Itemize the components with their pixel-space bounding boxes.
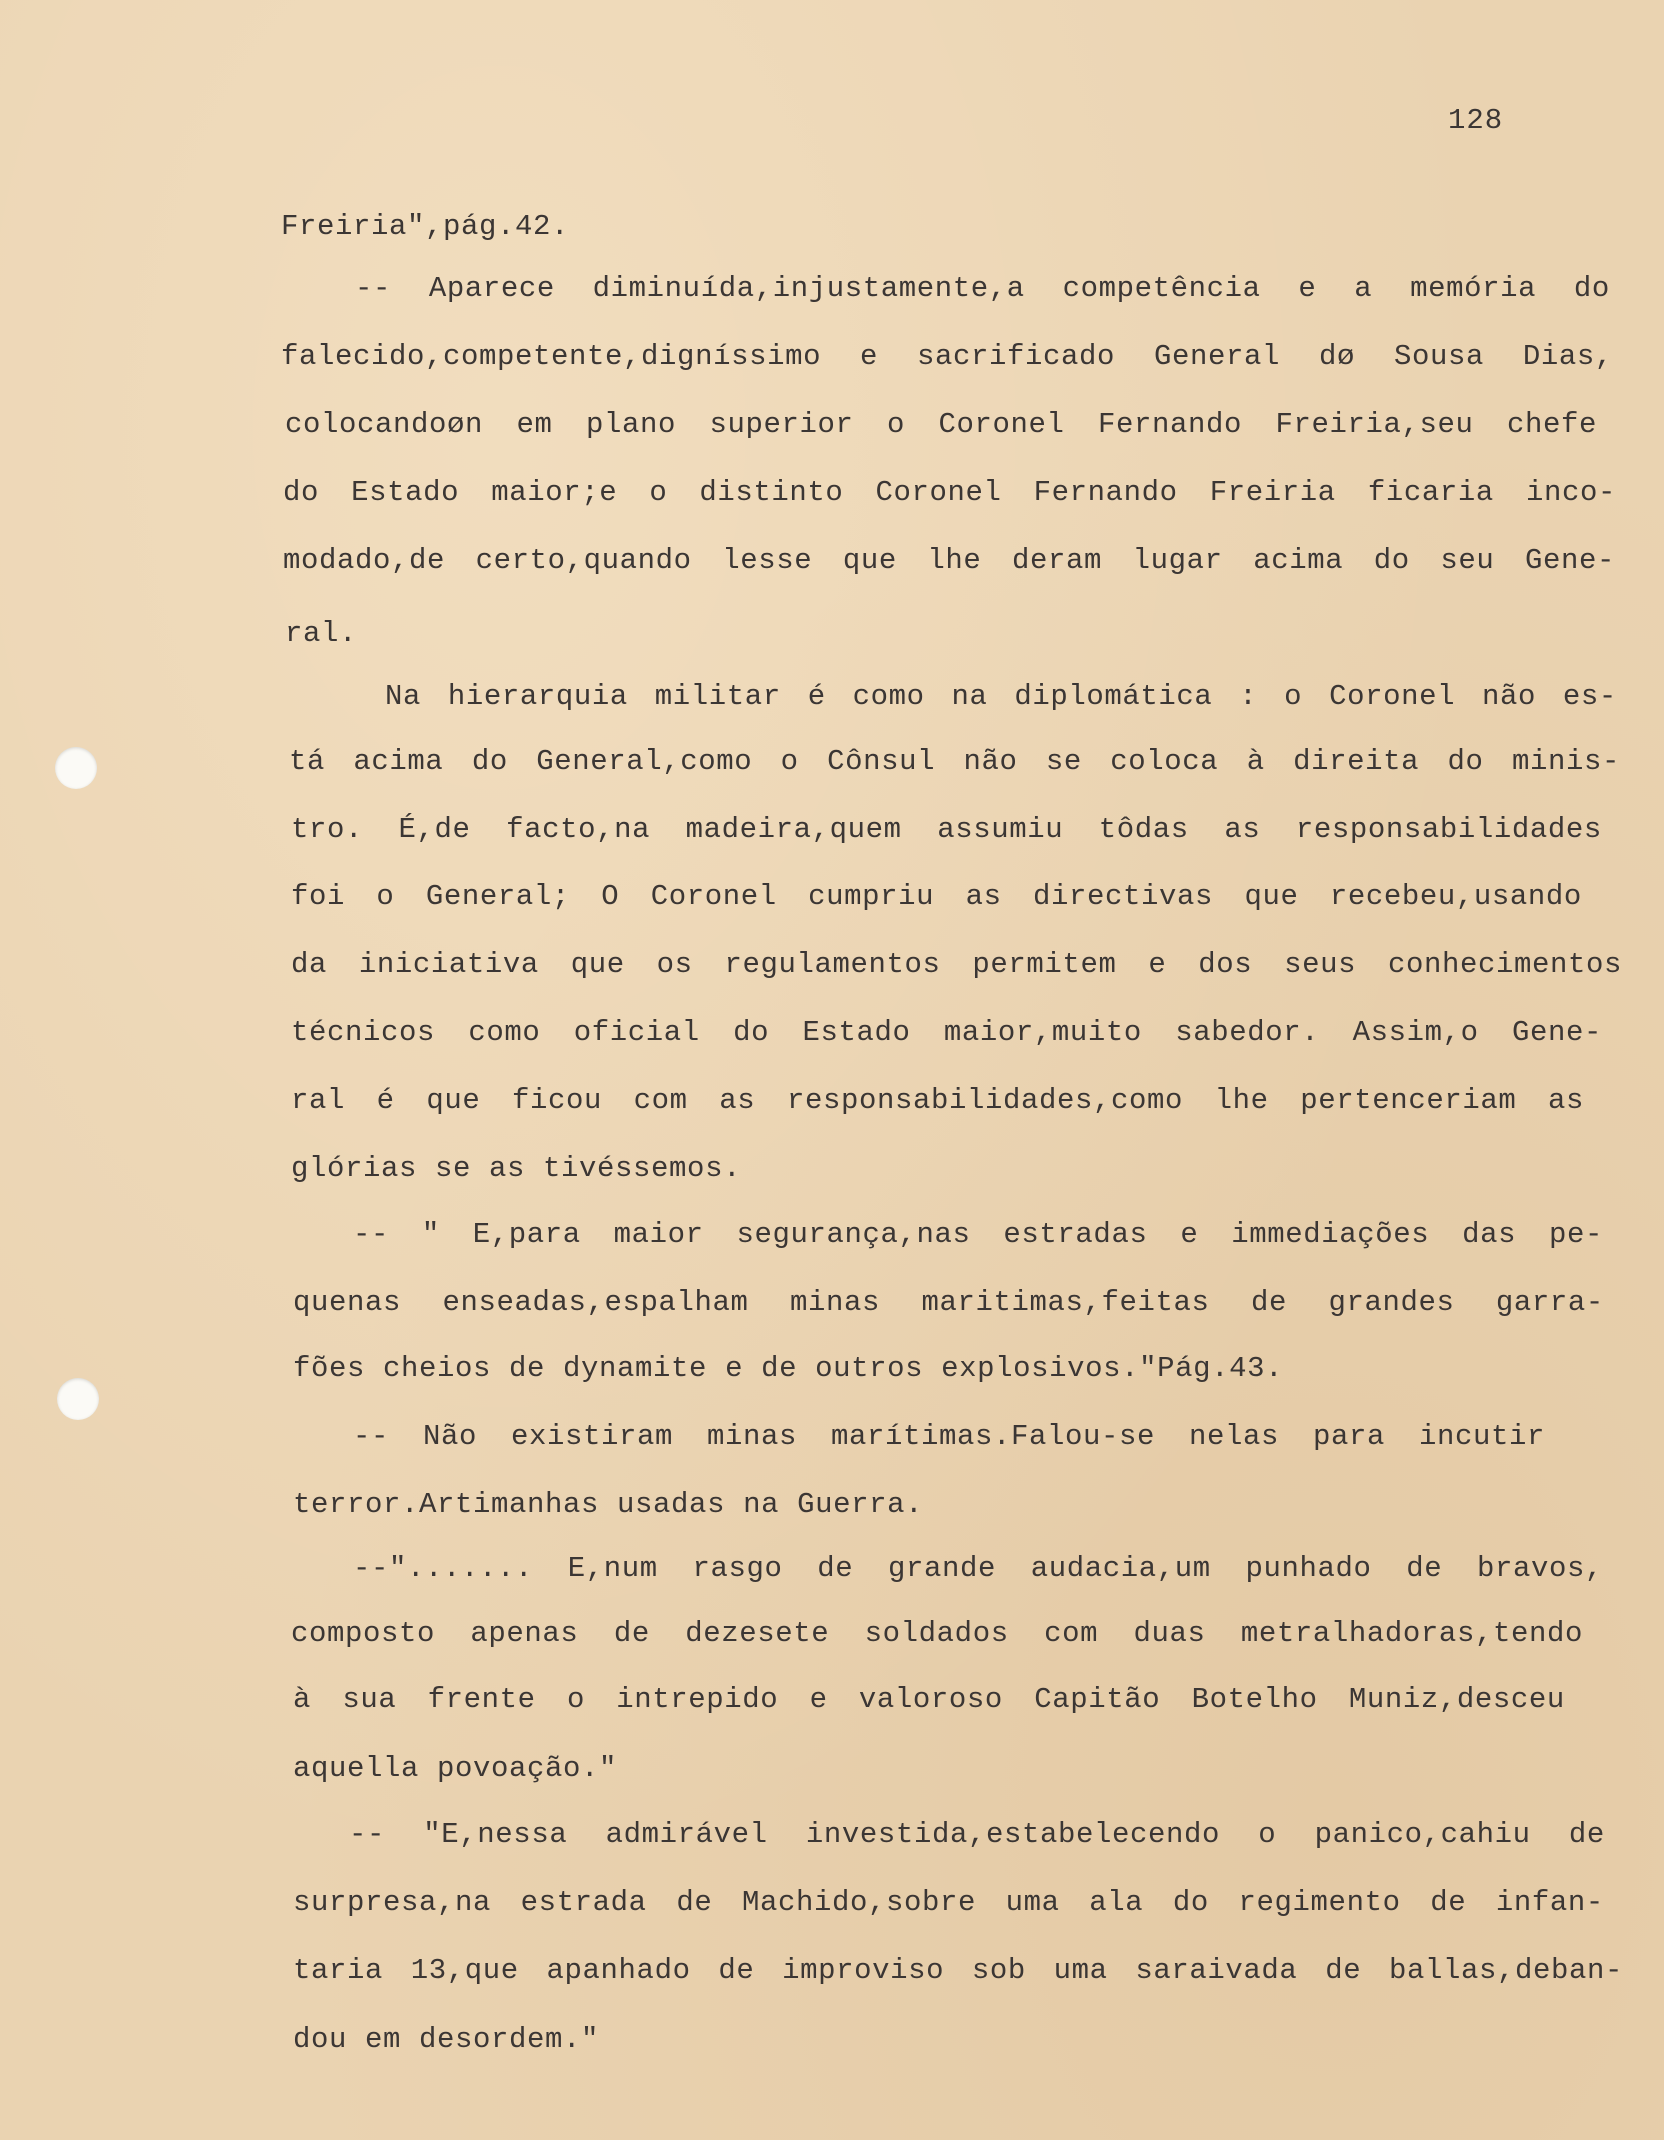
text-line: taria 13,que apanhado de improviso sob uma saraivada de ballas,deban- [293,1954,1623,1987]
text-line: -- " E,para maior segurança,nas estradas e immediações das pe- [353,1218,1603,1251]
text-line: --"....... E,num rasgo de grande audacia,um punhado de bravos, [353,1552,1603,1585]
text-line: foi o General; O Coronel cumpriu as directivas que recebeu,usando [291,880,1582,913]
text-line: ral é que ficou com as responsabilidades,como lhe pertenceriam as [291,1084,1584,1117]
text-line: do Estado maior;e o distinto Coronel Fernando Freiria ficaria inco- [283,476,1616,509]
text-line: Na hierarquia militar é como na diplomática : o Coronel não es- [385,680,1617,713]
text-line: -- Aparece diminuída,injustamente,a competência e a memória do [355,272,1610,305]
text-line: composto apenas de dezesete soldados com duas metralhadoras,tendo [291,1617,1583,1650]
text-line: técnicos como oficial do Estado maior,muito sabedor. Assim,o Gene- [291,1016,1602,1049]
text-line: surpresa,na estrada de Machido,sobre uma ala do regimento de infan- [293,1886,1604,1919]
text-line: -- "E,nessa admirável investida,estabelecendo o panico,cahiu de [349,1818,1605,1851]
text-line: colocandoøn em plano superior o Coronel Fernando Freiria,seu chefe [285,408,1597,441]
text-line: modado,de certo,quando lesse que lhe deram lugar acima do seu Gene- [283,544,1615,577]
text-line: aquella povoação." [293,1752,618,1785]
text-line: tá acima do General,como o Cônsul não se coloca à direita do minis- [289,745,1620,778]
text-line: quenas enseadas,espalham minas maritimas,feitas de grandes garra- [293,1286,1604,1319]
text-line: tro. É,de facto,na madeira,quem assumiu tôdas as responsabilidades [291,813,1602,846]
text-line: ral. [285,617,358,650]
text-line: Freiria",pág.42. [281,210,570,243]
text-line: glórias se as tivéssemos. [291,1152,742,1185]
page-number: 128 [1448,104,1504,137]
text-line: fões cheios de dynamite e de outros explosivos."Pág.43. [293,1352,1284,1385]
text-line: falecido,competente,digníssimo e sacrificado General dø Sousa Dias, [281,340,1613,373]
text-line: dou em desordem." [293,2023,600,2056]
text-line: à sua frente o intrepido e valoroso Capitão Botelho Muniz,desceu [293,1683,1565,1716]
text-line: -- Não existiram minas marítimas.Falou-se nelas para incutir [353,1420,1545,1453]
text-line: terror.Artimanhas usadas na Guerra. [293,1488,924,1521]
text-line: da iniciativa que os regulamentos permitem e dos seus conhecimentos [291,948,1622,981]
